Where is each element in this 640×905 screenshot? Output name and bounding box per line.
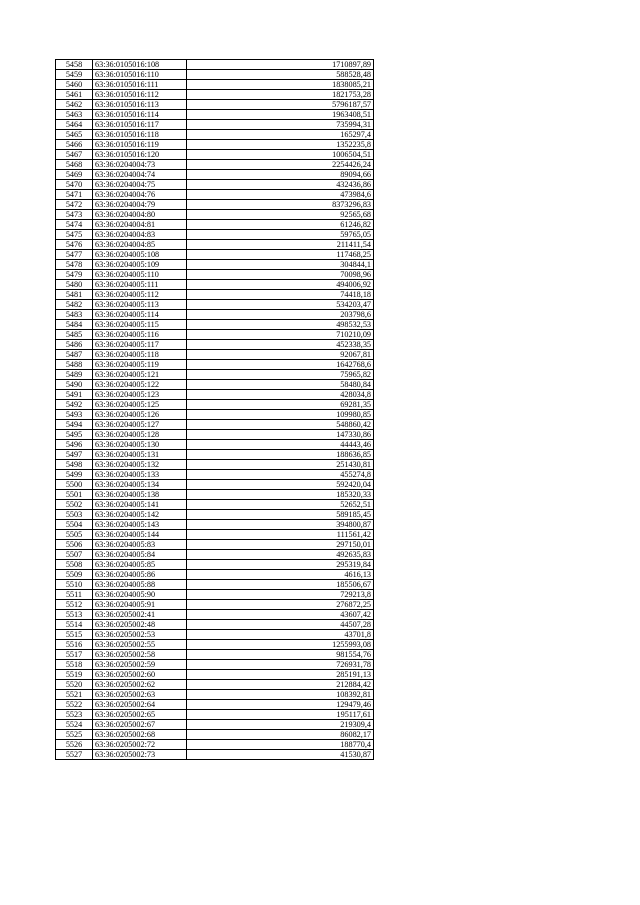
table-row [56,430,374,440]
value-cell: 108392,81 [187,690,374,700]
table-row [56,110,374,120]
value-cell: 548860,42 [187,420,374,430]
table-row [56,750,374,760]
value-cell: 92565,68 [187,210,374,220]
value-cell: 1352235,8 [187,140,374,150]
row-number-cell: 5474 [56,220,93,230]
table-row [56,600,374,610]
value-cell: 455274,8 [187,470,374,480]
value-cell: 92067,81 [187,350,374,360]
row-number-cell: 5518 [56,660,93,670]
cadastral-number-cell: 63:36:0204004:76 [93,190,187,200]
row-number-cell: 5513 [56,610,93,620]
row-number-cell: 5498 [56,460,93,470]
value-cell: 297150,01 [187,540,374,550]
table-row [56,200,374,210]
table-row [56,370,374,380]
value-cell: 1963408,51 [187,110,374,120]
cadastral-number-cell: 63:36:0204005:117 [93,340,187,350]
row-number-cell: 5467 [56,150,93,160]
row-number-cell: 5485 [56,330,93,340]
value-cell: 41530,87 [187,750,374,760]
table-row [56,540,374,550]
row-number-cell: 5520 [56,680,93,690]
cadastral-number-cell: 63:36:0204005:138 [93,490,187,500]
cadastral-number-cell: 63:36:0205002:62 [93,680,187,690]
data-table [55,59,374,760]
value-cell: 147330,86 [187,430,374,440]
cadastral-number-cell: 63:36:0204005:91 [93,600,187,610]
row-number-cell: 5477 [56,250,93,260]
row-number-cell: 5509 [56,570,93,580]
value-cell: 1710897,89 [187,60,374,70]
cadastral-number-cell: 63:36:0205002:73 [93,750,187,760]
table-row [56,360,374,370]
value-cell: 5796187,57 [187,100,374,110]
value-cell: 432436,86 [187,180,374,190]
row-number-cell: 5461 [56,90,93,100]
value-cell: 735994,31 [187,120,374,130]
cadastral-number-cell: 63:36:0105016:110 [93,70,187,80]
value-cell: 61246,82 [187,220,374,230]
table-row [56,100,374,110]
table-row [56,130,374,140]
cadastral-number-cell: 63:36:0204005:125 [93,400,187,410]
value-cell: 75965,82 [187,370,374,380]
value-cell: 2254426,24 [187,160,374,170]
row-number-cell: 5473 [56,210,93,220]
row-number-cell: 5508 [56,560,93,570]
cadastral-number-cell: 63:36:0204004:73 [93,160,187,170]
value-cell: 44507,28 [187,620,374,630]
row-number-cell: 5475 [56,230,93,240]
row-number-cell: 5521 [56,690,93,700]
cadastral-number-cell: 63:36:0105016:108 [93,60,187,70]
value-cell: 285191,13 [187,670,374,680]
value-cell: 89094,66 [187,170,374,180]
row-number-cell: 5487 [56,350,93,360]
value-cell: 4616,13 [187,570,374,580]
cadastral-number-cell: 63:36:0204005:121 [93,370,187,380]
row-number-cell: 5478 [56,260,93,270]
table-row [56,660,374,670]
table-row [56,150,374,160]
row-number-cell: 5503 [56,510,93,520]
table-row [56,160,374,170]
value-cell: 251430,81 [187,460,374,470]
cadastral-number-cell: 63:36:0105016:117 [93,120,187,130]
value-cell: 185320,33 [187,490,374,500]
row-number-cell: 5495 [56,430,93,440]
value-cell: 452338,35 [187,340,374,350]
cadastral-number-cell: 63:36:0204005:130 [93,440,187,450]
table-row [56,250,374,260]
row-number-cell: 5505 [56,530,93,540]
cadastral-number-cell: 63:36:0204005:113 [93,300,187,310]
cadastral-number-cell: 63:36:0204005:134 [93,480,187,490]
value-cell: 58480,84 [187,380,374,390]
cadastral-number-cell: 63:36:0204005:141 [93,500,187,510]
value-cell: 498532,53 [187,320,374,330]
cadastral-number-cell: 63:36:0204004:85 [93,240,187,250]
cadastral-number-cell: 63:36:0204005:142 [93,510,187,520]
row-number-cell: 5493 [56,410,93,420]
table-row [56,470,374,480]
value-cell: 109980,85 [187,410,374,420]
cadastral-number-cell: 63:36:0204004:80 [93,210,187,220]
table-row [56,290,374,300]
row-number-cell: 5500 [56,480,93,490]
value-cell: 129479,46 [187,700,374,710]
cadastral-number-cell: 63:36:0204005:132 [93,460,187,470]
cadastral-number-cell: 63:36:0204005:109 [93,260,187,270]
cadastral-number-cell: 63:36:0105016:111 [93,80,187,90]
row-number-cell: 5464 [56,120,93,130]
cadastral-number-cell: 63:36:0204005:122 [93,380,187,390]
cadastral-number-cell: 63:36:0205002:53 [93,630,187,640]
table-row [56,560,374,570]
value-cell: 473984,6 [187,190,374,200]
row-number-cell: 5470 [56,180,93,190]
table-row [56,190,374,200]
row-number-cell: 5492 [56,400,93,410]
value-cell: 589185,45 [187,510,374,520]
table-row [56,340,374,350]
table-row [56,180,374,190]
row-number-cell: 5471 [56,190,93,200]
table-row [56,620,374,630]
cadastral-number-cell: 63:36:0204005:84 [93,550,187,560]
cadastral-number-cell: 63:36:0204004:81 [93,220,187,230]
table-row [56,530,374,540]
row-number-cell: 5512 [56,600,93,610]
cadastral-number-cell: 63:36:0204005:128 [93,430,187,440]
value-cell: 726931,78 [187,660,374,670]
table-body [56,60,374,760]
cadastral-number-cell: 63:36:0205002:72 [93,740,187,750]
cadastral-number-cell: 63:36:0205002:68 [93,730,187,740]
value-cell: 69281,35 [187,400,374,410]
value-cell: 43607,42 [187,610,374,620]
table-row [56,400,374,410]
row-number-cell: 5483 [56,310,93,320]
cadastral-number-cell: 63:36:0204004:83 [93,230,187,240]
value-cell: 394800,87 [187,520,374,530]
cadastral-number-cell: 63:36:0204005:108 [93,250,187,260]
table-row [56,240,374,250]
table-row [56,700,374,710]
value-cell: 52652,51 [187,500,374,510]
cadastral-number-cell: 63:36:0105016:119 [93,140,187,150]
table-row [56,710,374,720]
value-cell: 710210,09 [187,330,374,340]
cadastral-number-cell: 63:36:0204005:119 [93,360,187,370]
row-number-cell: 5490 [56,380,93,390]
table-row [56,570,374,580]
row-number-cell: 5484 [56,320,93,330]
table-row [56,740,374,750]
cadastral-number-cell: 63:36:0205002:64 [93,700,187,710]
cadastral-number-cell: 63:36:0105016:113 [93,100,187,110]
cadastral-number-cell: 63:36:0205002:63 [93,690,187,700]
table-row [56,490,374,500]
value-cell: 981554,76 [187,650,374,660]
row-number-cell: 5489 [56,370,93,380]
cadastral-number-cell: 63:36:0205002:60 [93,670,187,680]
row-number-cell: 5472 [56,200,93,210]
value-cell: 534203,47 [187,300,374,310]
cadastral-number-cell: 63:36:0204005:123 [93,390,187,400]
cadastral-number-cell: 63:36:0205002:65 [93,710,187,720]
table-row [56,720,374,730]
table-row [56,70,374,80]
value-cell: 70098,96 [187,270,374,280]
cadastral-number-cell: 63:36:0105016:114 [93,110,187,120]
cadastral-number-cell: 63:36:0204005:85 [93,560,187,570]
table-row [56,500,374,510]
cadastral-number-cell: 63:36:0204005:83 [93,540,187,550]
table-row [56,640,374,650]
value-cell: 8373296,83 [187,200,374,210]
cadastral-number-cell: 63:36:0205002:41 [93,610,187,620]
table-row [56,320,374,330]
value-cell: 59765,05 [187,230,374,240]
cadastral-number-cell: 63:36:0204005:144 [93,530,187,540]
row-number-cell: 5517 [56,650,93,660]
value-cell: 1006504,51 [187,150,374,160]
table-row [56,120,374,130]
cadastral-number-cell: 63:36:0204005:116 [93,330,187,340]
value-cell: 185506,67 [187,580,374,590]
cadastral-number-cell: 63:36:0204005:88 [93,580,187,590]
table-row [56,310,374,320]
table-row [56,220,374,230]
table-row [56,140,374,150]
row-number-cell: 5507 [56,550,93,560]
cadastral-number-cell: 63:36:0204004:74 [93,170,187,180]
row-number-cell: 5469 [56,170,93,180]
row-number-cell: 5497 [56,450,93,460]
value-cell: 117468,25 [187,250,374,260]
value-cell: 86082,17 [187,730,374,740]
row-number-cell: 5465 [56,130,93,140]
table-row [56,580,374,590]
row-number-cell: 5526 [56,740,93,750]
value-cell: 428034,8 [187,390,374,400]
table-row [56,670,374,680]
row-number-cell: 5476 [56,240,93,250]
row-number-cell: 5519 [56,670,93,680]
cadastral-number-cell: 63:36:0205002:59 [93,660,187,670]
row-number-cell: 5499 [56,470,93,480]
cadastral-number-cell: 63:36:0105016:118 [93,130,187,140]
cadastral-number-cell: 63:36:0204005:118 [93,350,187,360]
row-number-cell: 5506 [56,540,93,550]
table-row [56,210,374,220]
cadastral-number-cell: 63:36:0204005:115 [93,320,187,330]
value-cell: 195117,61 [187,710,374,720]
table-row [56,450,374,460]
row-number-cell: 5468 [56,160,93,170]
table-row [56,650,374,660]
table-row [56,550,374,560]
row-number-cell: 5494 [56,420,93,430]
row-number-cell: 5459 [56,70,93,80]
cadastral-number-cell: 63:36:0204005:127 [93,420,187,430]
row-number-cell: 5510 [56,580,93,590]
row-number-cell: 5522 [56,700,93,710]
cadastral-number-cell: 63:36:0205002:48 [93,620,187,630]
table-row [56,230,374,240]
row-number-cell: 5504 [56,520,93,530]
table-row [56,730,374,740]
row-number-cell: 5527 [56,750,93,760]
table-row [56,170,374,180]
row-number-cell: 5482 [56,300,93,310]
value-cell: 203798,6 [187,310,374,320]
row-number-cell: 5515 [56,630,93,640]
value-cell: 304844,1 [187,260,374,270]
row-number-cell: 5460 [56,80,93,90]
table-row [56,380,374,390]
cadastral-number-cell: 63:36:0204005:86 [93,570,187,580]
value-cell: 588528,48 [187,70,374,80]
table-row [56,410,374,420]
cadastral-number-cell: 63:36:0204005:114 [93,310,187,320]
row-number-cell: 5514 [56,620,93,630]
table-row [56,630,374,640]
cadastral-number-cell: 63:36:0204004:79 [93,200,187,210]
value-cell: 165297,4 [187,130,374,140]
row-number-cell: 5458 [56,60,93,70]
table-row [56,80,374,90]
table-row [56,520,374,530]
value-cell: 212884,42 [187,680,374,690]
table-row [56,300,374,310]
value-cell: 188636,85 [187,450,374,460]
cadastral-number-cell: 63:36:0204005:111 [93,280,187,290]
cadastral-number-cell: 63:36:0204005:131 [93,450,187,460]
cadastral-number-cell: 63:36:0105016:112 [93,90,187,100]
table-row [56,610,374,620]
table-row [56,510,374,520]
table-row [56,260,374,270]
row-number-cell: 5502 [56,500,93,510]
table-row [56,680,374,690]
row-number-cell: 5463 [56,110,93,120]
cadastral-number-cell: 63:36:0205002:58 [93,650,187,660]
table-row [56,440,374,450]
row-number-cell: 5496 [56,440,93,450]
cadastral-number-cell: 63:36:0204005:133 [93,470,187,480]
value-cell: 188770,4 [187,740,374,750]
value-cell: 1821753,28 [187,90,374,100]
table-row [56,690,374,700]
row-number-cell: 5480 [56,280,93,290]
table-row [56,60,374,70]
table-row [56,330,374,340]
value-cell: 492635,83 [187,550,374,560]
row-number-cell: 5486 [56,340,93,350]
table-row [56,420,374,430]
value-cell: 295319,84 [187,560,374,570]
value-cell: 111561,42 [187,530,374,540]
table-row [56,460,374,470]
row-number-cell: 5462 [56,100,93,110]
value-cell: 211411,54 [187,240,374,250]
table-row [56,270,374,280]
cadastral-number-cell: 63:36:0205002:55 [93,640,187,650]
cadastral-number-cell: 63:36:0105016:120 [93,150,187,160]
value-cell: 729213,8 [187,590,374,600]
value-cell: 592420,04 [187,480,374,490]
row-number-cell: 5491 [56,390,93,400]
cadastral-number-cell: 63:36:0204005:110 [93,270,187,280]
cadastral-number-cell: 63:36:0205002:67 [93,720,187,730]
value-cell: 219309,4 [187,720,374,730]
row-number-cell: 5501 [56,490,93,500]
cadastral-number-cell: 63:36:0204005:112 [93,290,187,300]
row-number-cell: 5481 [56,290,93,300]
value-cell: 1255993,08 [187,640,374,650]
table-row [56,280,374,290]
value-cell: 276872,25 [187,600,374,610]
table-row [56,590,374,600]
row-number-cell: 5511 [56,590,93,600]
value-cell: 74418,18 [187,290,374,300]
cadastral-number-cell: 63:36:0204005:143 [93,520,187,530]
table-row [56,350,374,360]
row-number-cell: 5466 [56,140,93,150]
row-number-cell: 5524 [56,720,93,730]
row-number-cell: 5516 [56,640,93,650]
value-cell: 44443,46 [187,440,374,450]
value-cell: 43701,8 [187,630,374,640]
row-number-cell: 5479 [56,270,93,280]
table-row [56,480,374,490]
row-number-cell: 5523 [56,710,93,720]
cadastral-number-cell: 63:36:0204005:90 [93,590,187,600]
table-row [56,90,374,100]
cadastral-number-cell: 63:36:0204004:75 [93,180,187,190]
row-number-cell: 5525 [56,730,93,740]
cadastral-number-cell: 63:36:0204005:126 [93,410,187,420]
table-row [56,390,374,400]
value-cell: 1838085,21 [187,80,374,90]
value-cell: 494006,92 [187,280,374,290]
row-number-cell: 5488 [56,360,93,370]
value-cell: 1642768,6 [187,360,374,370]
